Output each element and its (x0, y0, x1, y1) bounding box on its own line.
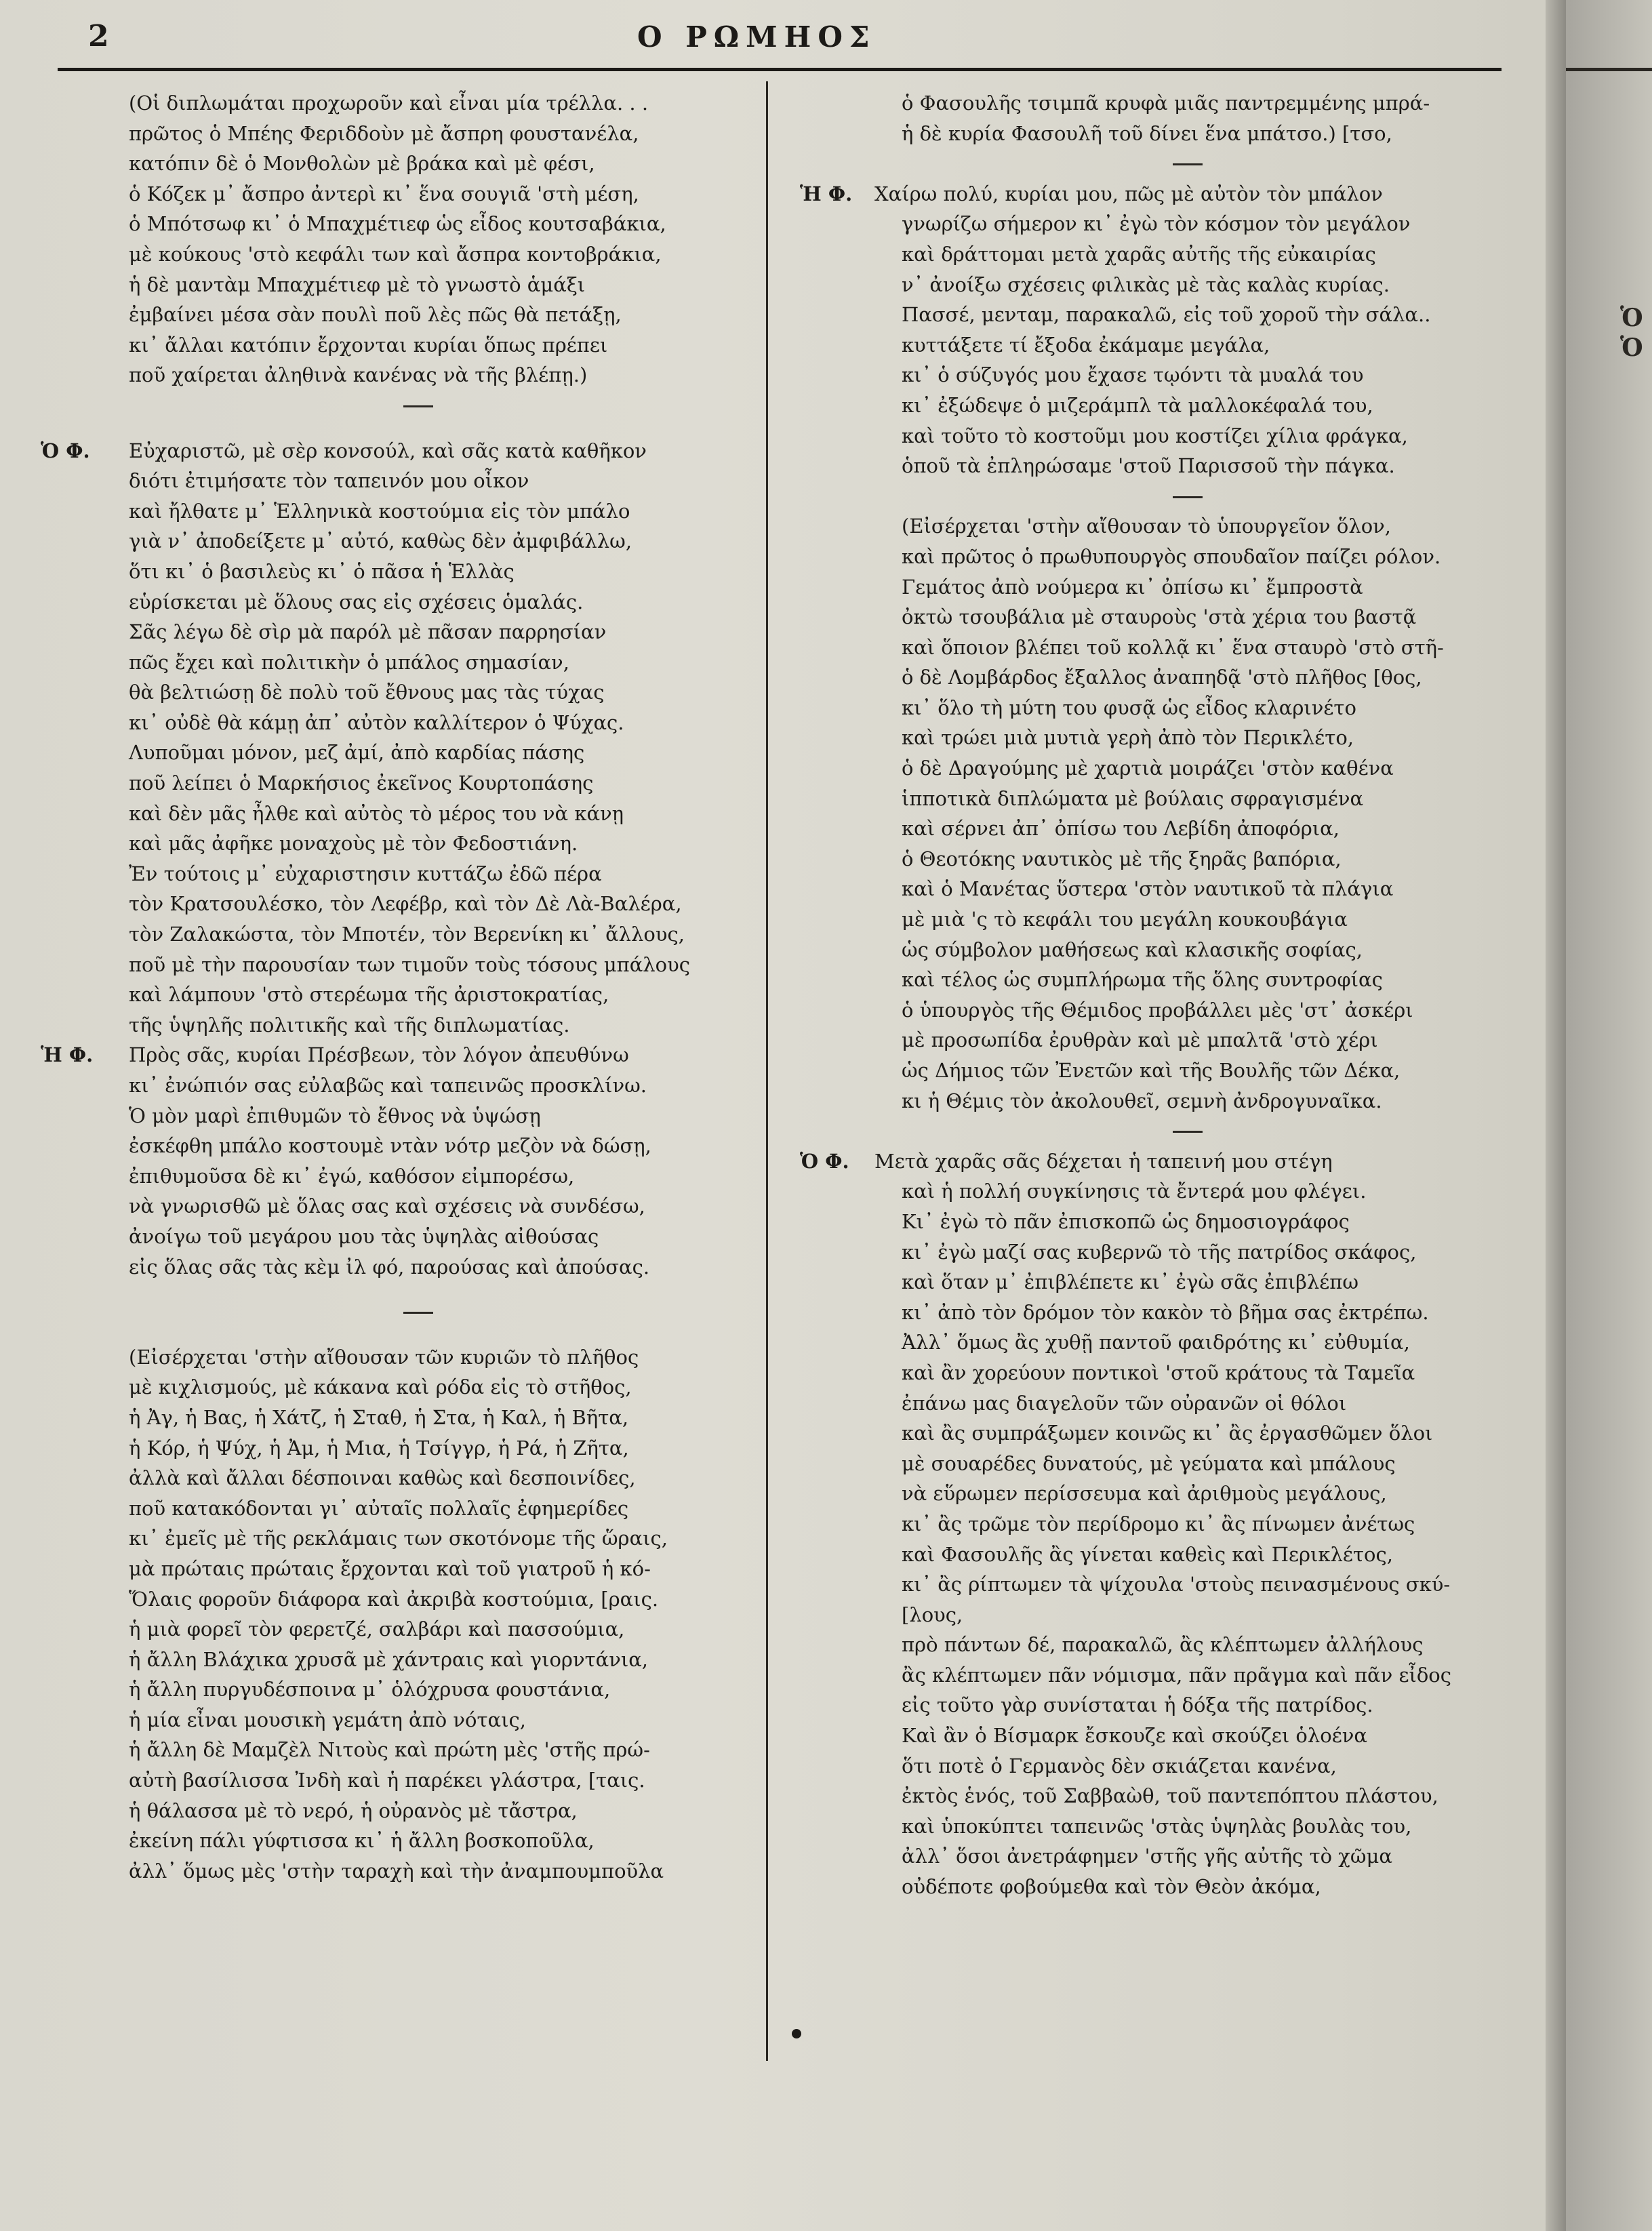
page-number: 2 (88, 19, 109, 54)
binding-gutter (1546, 0, 1566, 2231)
masthead-title: Ο ΡΩΜΗΟΣ (637, 20, 877, 54)
text-line: ἡ μία εἶναι μουσικὴ γεμάτη ἀπὸ νόταις, (129, 1708, 526, 1731)
text-line: καὶ πρῶτος ὁ πρωθυπουργὸς σπουδαῖον παίζει ρόλον. (902, 544, 1441, 568)
text-line: ἡ θάλασσα μὲ τὸ νερό, ἡ οὐρανὸς μὲ τἄστρα, (129, 1798, 578, 1822)
speech-line (800, 421, 1546, 451)
speech-text: τὸν Κρατσουλέσκο, τὸν Λεφέβρ, καὶ τὸν Δὲ Λὰ-Βαλέρα, (129, 892, 682, 916)
section-separator (800, 148, 1546, 179)
speech-line (41, 859, 766, 889)
speech-line (41, 980, 766, 1010)
speech-line (800, 1841, 1546, 1872)
text-line: ἡ ἄλλη Βλάχικα χρυσᾶ μὲ χάντραις καὶ γιορντάνια, (129, 1647, 649, 1671)
speech-line (41, 526, 766, 557)
speaker-label: Ὁ Φ. (41, 439, 90, 462)
text-line: Γεμάτος ἀπὸ νούμερα κι᾽ ὀπίσω κι᾽ ἔμπροστὰ (902, 575, 1363, 599)
speech-line (41, 1161, 766, 1192)
speech-text: Ἀλλ᾽ ὅμως ἂς χυθῇ παντοῦ φαιδρότης κι᾽ εὐθυμία, (902, 1331, 1410, 1354)
text-line: ἱπποτικὰ διπλώματα μὲ βούλαις σφραγισμένα (902, 786, 1364, 810)
text-line: μὲ κιχλισμούς, μὲ κάκανα καὶ ρόδα εἰς τὸ στῆθος, (129, 1375, 632, 1399)
speech-line (800, 1298, 1546, 1328)
speech-line (800, 1176, 1546, 1207)
speech-text: ἐπιθυμοῦσα δὲ κι᾽ ἐγώ, καθόσον εἰμπορέσω, (129, 1164, 575, 1188)
header-rule (58, 68, 1502, 71)
speech-text: νὰ εὕρωμεν περίσσευμα καὶ ἀριθμοὺς μεγάλους, (902, 1482, 1387, 1506)
speech-text: διότι ἐτιμήσατε τὸν ταπεινόν μου οἶκον (129, 469, 529, 493)
speech-line (800, 360, 1546, 390)
text-line: κατόπιν δὲ ὁ Μονθολὼν μὲ βράκα καὶ μὲ φέσι, (129, 152, 595, 176)
speech-text: Καὶ ἂν ὁ Βίσμαρκ ἔσκουζε καὶ σκούζει ὁλοένα (902, 1724, 1367, 1748)
speech-text: νὰ γνωρισθῶ μὲ ὅλας σας καὶ σχέσεις νὰ συνδέσω, (129, 1194, 645, 1218)
section-separator (41, 1297, 766, 1327)
ink-dot (792, 2029, 801, 2038)
speech-line (41, 1222, 766, 1252)
speech-line (800, 1146, 1546, 1177)
speech-text: καὶ ἡ πολλή συγκίνησις τὰ ἔντερά μου φλέγει. (902, 1180, 1367, 1203)
speech-line (800, 1449, 1546, 1479)
text-line: ὁ Μπότσωφ κι᾽ ὁ Μπαχμέτιεφ ὡς εἶδος κουτσαβάκια, (129, 212, 666, 236)
speech-text: εἰς ὅλας σᾶς τὰς κὲμ ἰλ φό, παρούσας καὶ ἀπούσας. (129, 1255, 650, 1279)
text-line: ἀλλὰ καὶ ἄλλαι δέσποιναι καθὼς καὶ δεσποινίδες, (129, 1466, 636, 1490)
speech-line (41, 799, 766, 829)
speech-text: μὲ σουαρέδες δυνατούς, μὲ γεύματα καὶ μπάλους (902, 1451, 1396, 1475)
text-line: ὡς σύμβολον μαθήσεως καὶ κλασικῆς σοφίας, (902, 938, 1363, 961)
speech-line (41, 889, 766, 919)
speech-text: κι᾽ ἐξώδεψε ὁ μιζεράμπλ τὰ μαλλοκέφαλά του, (902, 393, 1373, 417)
speech-text: ἐπάνω μας διαγελοῦν τῶν οὐρανῶν οἱ θόλοι (902, 1391, 1347, 1415)
speech-line (41, 557, 766, 587)
stage-direction-diplomats (41, 88, 766, 390)
speech-text: εὑρίσκεται μὲ ὅλους σας εἰς σχέσεις ὁμαλάς. (129, 590, 584, 614)
speech-line (800, 451, 1546, 481)
section-separator (800, 1116, 1546, 1146)
speech-line (800, 1327, 1546, 1358)
speech-line (800, 1690, 1546, 1721)
speech-line (800, 1600, 1546, 1630)
speech-line (800, 1540, 1546, 1570)
speech-text: καὶ ἤλθατε μ᾽ Ἑλληνικὰ κοστούμια εἰς τὸν μπάλο (129, 499, 630, 523)
text-line: καὶ ὁ Μανέτας ὕστερα 'στὸν ναυτικοῦ τὰ πλάγια (902, 877, 1394, 901)
speech-text: καὶ Φασουλῆς ἂς γίνεται καθεὶς καὶ Περικλέτος, (902, 1542, 1393, 1566)
text-line: ἡ ἄλλη πυργυδέσποινα μ᾽ ὁλόχρυσα φουστάνια, (129, 1678, 611, 1702)
speech-text: κι᾽ ἂς ρίπτωμεν τὰ ψίχουλα 'στοὺς πεινασμένους σκύ- (902, 1573, 1451, 1596)
speech-o-f-ministry (800, 1146, 1546, 1902)
speech-line (41, 647, 766, 678)
speech-line (800, 1418, 1546, 1449)
speech-line (800, 1872, 1546, 1902)
text-line: ἡ Κόρ, ἡ Ψύχ, ἡ Ἀμ, ἡ Μια, ἡ Τσίγγρ, ἡ Ρά, ἡ Ζῆτα, (129, 1436, 629, 1460)
speech-line (41, 828, 766, 859)
speech-text: Λυποῦμαι μόνον, μεζ ἀμί, ἀπὸ καρδίας πάσης (129, 741, 585, 765)
speech-text: πρὸ πάντων δέ, παρακαλῶ, ἂς κλέπτωμεν ἀλλήλους (902, 1633, 1424, 1657)
speech-line (800, 300, 1546, 330)
text-line: ὡς Δήμιος τῶν Ἐνετῶν καὶ τῆς Βουλῆς τῶν Δέκα, (902, 1059, 1401, 1082)
section-separator (41, 390, 766, 421)
text-line: ἐκείνη πάλι γύφτισσα κι᾽ ἡ ἄλλη βοσκοποῦλα, (129, 1829, 595, 1853)
text-line: ὁ Φασουλῆς τσιμπᾶ κρυφὰ μιᾶς παντρεμμένης μπρά- (902, 92, 1430, 115)
speech-line (41, 708, 766, 738)
speech-text: ἀνοίγω τοῦ μεγάρου μου τὰς ὑψηλὰς αἰθούσας (129, 1224, 599, 1248)
speech-text: Κι᾽ ἐγὼ τὸ πᾶν ἐπισκοπῶ ὡς δημοσιογράφος (902, 1209, 1350, 1233)
text-line: Ὅλαις φοροῦν διάφορα καὶ ἀκριβὰ κοστούμια, [ραις. (129, 1587, 659, 1611)
text-line: ὁ Θεοτόκης ναυτικὸς μὲ τῆς ξηρᾶς βαπόρια, (902, 847, 1342, 870)
speech-text: κι᾽ ἐγὼ μαζί σας κυβερνῶ τὸ τῆς πατρίδος σκάφος, (902, 1240, 1417, 1264)
speech-text: ὁποῦ τὰ ἐπληρώσαμε 'στοῦ Παρισσοῦ τὴν πάγκα. (902, 454, 1395, 478)
speech-text: κι᾽ ὁ σύζυγός μου ἔχασε τῳόντι τὰ μυαλά του (902, 363, 1364, 387)
speech-text: Χαίρω πολύ, κυρίαι μου, πῶς μὲ αὐτὸν τὸν μπάλον (874, 182, 1383, 205)
speech-text: κι᾽ ἐνώπιόν σας εὐλαβῶς καὶ ταπεινῶς προσκλίνω. (129, 1074, 647, 1097)
speech-line (800, 1660, 1546, 1691)
speech-line (800, 1237, 1546, 1268)
speech-text: καὶ ἂς συμπράξωμεν κοινῶς κι᾽ ἂς ἐργασθῶμεν ὅλοι (902, 1422, 1433, 1445)
text-line: πρῶτος ὁ Μπέης Φεριδδοὺν μὲ ἄσπρη φουστανέλα, (129, 121, 639, 145)
speech-text: ποῦ μὲ τὴν παρουσίαν των τιμοῦν τοὺς τόσους μπάλους (129, 952, 691, 976)
speech-line (41, 677, 766, 708)
text-line: ὁ Κόζεκ μ᾽ ἄσπρο ἀντερὶ κι᾽ ἕνα σουγιᾶ 'στὴ μέση, (129, 182, 639, 205)
speech-line (41, 1040, 766, 1070)
speech-text: καὶ ὅταν μ᾽ ἐπιβλέπετε κι᾽ ἐγὼ σᾶς ἐπιβλέπω (902, 1270, 1359, 1294)
speech-text: γνωρίζω σήμερον κι᾽ ἐγὼ τὸν κόσμον τὸν μεγάλον (902, 212, 1411, 236)
speech-text: Εὐχαριστῶ, μὲ σὲρ κονσούλ, καὶ σᾶς κατὰ καθῆκον (129, 439, 647, 462)
speech-text: κι᾽ ἂς τρῶμε τὸν περίδρομο κι᾽ ἂς πίνωμεν ἀνέτως (902, 1512, 1415, 1535)
text-line: καὶ ὅποιον βλέπει τοῦ κολλᾷ κι᾽ ἕνα σταυρὸ 'στὸ στῆ- (902, 635, 1444, 659)
speech-line (41, 1101, 766, 1131)
text-line: (Εἰσέρχεται 'στὴν αἴθουσαν τῶν κυριῶν τὸ πλῆθος (129, 1345, 639, 1369)
speech-line (800, 1267, 1546, 1298)
speech-text: καὶ ἂν χορεύουν ποντικοὶ 'στοῦ κράτους τὰ Ταμεῖα (902, 1361, 1415, 1384)
speech-text: τὸν Ζαλακώστα, τὸν Μποτέν, τὸν Βερενίκη κι᾽ ἄλλους, (129, 923, 685, 946)
speech-line (41, 496, 766, 527)
speech-line (800, 1388, 1546, 1419)
speech-text: κι᾽ οὐδὲ θὰ κάμῃ ἀπ᾽ αὐτὸν καλλίτερον ὁ Ψύχας. (129, 710, 624, 734)
speech-line (41, 738, 766, 768)
text-line: μὲ μιὰ 'ς τὸ κεφάλι του μεγάλη κουκουβάγια (902, 908, 1348, 931)
speech-text: κυττάξετε τί ἔξοδα ἐκάμαμε μεγάλα, (902, 333, 1270, 357)
speech-line (41, 617, 766, 647)
text-line: κι ἡ Θέμις τὸν ἀκολουθεῖ, σεμνὴ ἀνδρογυναῖκα. (902, 1089, 1382, 1112)
speech-text: οὐδέποτε φοβούμεθα καὶ τὸν Θεὸν ἀκόμα, (902, 1875, 1321, 1899)
speech-line (41, 1252, 766, 1283)
text-line: ἡ ἄλλη δὲ Μαμζὲλ Νιτοὺς καὶ πρώτη μὲς 'στῆς πρώ- (129, 1738, 650, 1762)
speech-text: κι᾽ ἀπὸ τὸν δρόμον τὸν κακὸν τὸ βῆμα σας ἐκτρέπω. (902, 1300, 1429, 1324)
speech-line (800, 209, 1546, 239)
text-line: ἀλλ᾽ ὅμως μὲς 'στὴν ταραχὴ καὶ τὴν ἀναμπουμποῦλα (129, 1859, 664, 1883)
speech-i-f-welcome (800, 179, 1546, 481)
speech-line (41, 1070, 766, 1101)
text-line: ὁ δὲ Δραγούμης μὲ χαρτιὰ μοιράζει 'στὸν καθένα (902, 757, 1394, 780)
speech-text: ἐσκέφθη μπάλο κοστουμὲ ντὰν νότρ μεζὸν νὰ δώσῃ, (129, 1134, 651, 1158)
adjacent-page-fragment: Ὁ (1620, 304, 1643, 332)
speech-line (41, 1131, 766, 1161)
speech-text: [λους, (902, 1603, 963, 1626)
speaker-label: Ὁ Φ. (800, 1149, 849, 1173)
text-line: ὁ ὑπουργὸς τῆς Θέμιδος προβάλλει μὲς 'στ᾽ ἀσκέρι (902, 998, 1413, 1022)
text-line: καὶ τέλος ὡς συμπλήρωμα τῆς ὅλης συντροφίας (902, 968, 1383, 992)
speech-line (800, 1751, 1546, 1782)
speech-text: ποῦ λείπει ὁ Μαρκήσιος ἐκεῖνος Κουρτοπάσης (129, 771, 594, 795)
text-line: κι᾽ ὅλο τὴ μύτη του φυσᾷ ὡς εἶδος κλαρινέτο (902, 696, 1356, 719)
text-line: ποῦ κατακόδονται γι᾽ αὐταῖς πολλαῖς ἐφημερίδες (129, 1496, 629, 1520)
speaker-label: Ἡ Φ. (41, 1043, 94, 1067)
speech-text: εἰς τοῦτο γὰρ συνίσταται ἡ δόξα τῆς πατρίδος. (902, 1693, 1373, 1717)
speech-text: ὅτι κι᾽ ὁ βασιλεὺς κι᾽ ὁ πᾶσα ἡ Ἑλλὰς (129, 559, 515, 583)
speech-text: Πρὸς σᾶς, κυρίαι Πρέσβεων, τὸν λόγον ἀπευθύνω (129, 1043, 629, 1067)
speech-text: Πασσέ, μενταμ, παρακαλῶ, εἰς τοῦ χοροῦ τὴν σάλα.. (902, 303, 1431, 327)
speech-line (800, 1630, 1546, 1660)
column-divider (766, 81, 768, 2061)
text-line: αὐτὴ βασίλισσα Ἰνδὴ καὶ ἡ παρέκει γλάστρα, [ταις. (129, 1769, 645, 1792)
text-line: ὁ δὲ Λομβάρδος ἔξαλλος ἀναπηδᾷ 'στὸ πλῆθος [θος, (902, 666, 1422, 689)
speech-text: καὶ δὲν μᾶς ἦλθε καὶ αὐτὸς τὸ μέρος του νὰ κάνῃ (129, 801, 624, 825)
speech-text: Μετὰ χαρᾶς σᾶς δέχεται ἡ ταπεινή μου στέγη (874, 1149, 1333, 1173)
left-column (41, 88, 766, 1886)
speech-i-f (41, 1040, 766, 1282)
adjacent-page-edge (1566, 0, 1652, 2231)
text-line: (Οἱ διπλωμάται προχωροῦν καὶ εἶναι μία τρέλλα. . . (129, 92, 649, 115)
section-separator (800, 481, 1546, 512)
speech-text: καὶ λάμπουν 'στὸ στερέωμα τῆς ἀριστοκρατίας, (129, 983, 609, 1007)
text-line: ἡ μιὰ φορεῖ τὸν φερετζέ, σαλβάρι καὶ πασσούμια, (129, 1617, 625, 1641)
speech-text: καὶ τοῦτο τὸ κοστοῦμι μου κοστίζει χίλια φράγκα, (902, 424, 1408, 447)
speech-line (800, 1781, 1546, 1811)
speech-text: τῆς ὑψηλῆς πολιτικῆς καὶ τῆς διπλωματίας. (129, 1013, 570, 1037)
text-line: ποῦ χαίρεται ἀληθινὰ κανένας νὰ τῆς βλέπῃ.) (129, 363, 588, 387)
speech-line (800, 330, 1546, 361)
speech-o-f (41, 436, 766, 1041)
speech-line (41, 1191, 766, 1222)
text-line: (Εἰσέρχεται 'στὴν αἴθουσαν τὸ ὑπουργεῖον ὅλον, (902, 515, 1392, 538)
text-line: ὀκτὼ τσουβάλια μὲ σταυροὺς 'στὰ χέρια του βαστᾷ (902, 605, 1417, 629)
speech-text: Σᾶς λέγω δὲ σὶρ μὰ παρόλ μὲ πᾶσαν παρρησίαν (129, 620, 607, 644)
adjacent-page-fragment: Ὁ (1620, 334, 1643, 362)
speaker-label: Ἡ Φ. (800, 182, 853, 205)
speech-text: καὶ ὑποκύπτει ταπεινῶς 'στὰς ὑψηλὰς βουλὰς του, (902, 1814, 1412, 1838)
speech-line (41, 919, 766, 950)
speech-text: Ἐν τούτοις μ᾽ εὐχαριστησιν κυττάζω ἐδῶ πέρα (129, 862, 602, 885)
text-line: ἡ δὲ κυρία Φασουλῆ τοῦ δίνει ἕνα μπάτσο.) [τσο, (902, 121, 1392, 145)
speech-line (800, 1509, 1546, 1540)
stage-direction-ministry (800, 511, 1546, 1116)
speech-text: καὶ δράττομαι μετὰ χαρᾶς αὐτῆς τῆς εὐκαιρίας (902, 242, 1376, 266)
text-line: καὶ τρώει μιὰ μυτιὰ γερὴ ἀπὸ τὸν Περικλέτο, (902, 726, 1354, 750)
text-line: μὲ κούκους 'στὸ κεφάλι των καὶ ἄσπρα κοντοβράκια, (129, 242, 662, 266)
speech-text: ὅτι ποτὲ ὁ Γερμανὸς δὲν σκιάζεται κανένα, (902, 1754, 1337, 1777)
speech-text: γιὰ ν᾽ ἀποδείξετε μ᾽ αὐτό, καθὼς δὲν ἀμφιβάλλω, (129, 529, 632, 553)
speech-text: Ὁ μὸν μαρὶ ἐπιθυμῶν τὸ ἔθνος νὰ ὑψώσῃ (129, 1104, 541, 1127)
speech-line (800, 239, 1546, 270)
text-line: κι᾽ ἐμεῖς μὲ τῆς ρεκλάμαις των σκοτόνομε τῆς ὥραις, (129, 1527, 668, 1550)
speech-line (800, 1207, 1546, 1237)
text-line: ἡ Ἀγ, ἡ Βας, ἡ Χάτζ, ἡ Σταθ, ἡ Στα, ἡ Καλ, ἡ Βῆτα, (129, 1405, 629, 1429)
speech-line (800, 1721, 1546, 1751)
speech-text: ἀλλ᾽ ὅσοι ἀνετράφημεν 'στῆς γῆς αὐτῆς τὸ χῶμα (902, 1845, 1392, 1868)
speech-line (800, 1569, 1546, 1600)
speech-line (41, 950, 766, 980)
speech-line (800, 179, 1546, 209)
text-line: μὲ προσωπίδα ἐρυθρὰν καὶ μὲ μπαλτᾶ 'στὸ χέρι (902, 1028, 1378, 1052)
speech-line (800, 1811, 1546, 1842)
stage-direction-continued (800, 88, 1546, 148)
speech-text: θὰ βελτιώσῃ δὲ πολὺ τοῦ ἔθνους μας τὰς τύχας (129, 681, 605, 704)
speech-line (800, 1479, 1546, 1509)
speech-line (41, 587, 766, 618)
speech-line (800, 390, 1546, 421)
text-line: ἡ δὲ μαντὰμ Μπαχμέτιεφ μὲ τὸ γνωστὸ ἁμάξι (129, 273, 586, 296)
adjacent-page-rule (1566, 68, 1652, 71)
speech-line (41, 768, 766, 799)
stage-direction-ladies (41, 1342, 766, 1887)
speech-line (41, 466, 766, 496)
text-line: καὶ σέρνει ἀπ᾽ ὀπίσω του Λεβίδη ἀποφόρια, (902, 817, 1339, 841)
speech-text: ἐκτὸς ἑνός, τοῦ Σαββαὼθ, τοῦ παντεπόπτου πλάστου, (902, 1784, 1438, 1808)
speech-line (800, 270, 1546, 300)
right-column (800, 88, 1546, 1902)
speech-text: ἂς κλέπτωμεν πᾶν νόμισμα, πᾶν πρᾶγμα καὶ πᾶν εἶδος (902, 1663, 1452, 1687)
text-line: μὰ πρώταις πρώταις ἔρχονται καὶ τοῦ γιατροῦ ἡ κό- (129, 1556, 651, 1580)
speech-line (41, 436, 766, 466)
speech-text: καὶ μᾶς ἀφῆκε μοναχοὺς μὲ τὸν Φεδοστιάνη. (129, 832, 578, 856)
speech-line (800, 1358, 1546, 1388)
speech-text: πῶς ἔχει καὶ πολιτικὴν ὁ μπάλος σημασίαν, (129, 650, 569, 674)
text-line: ἐμβαίνει μέσα σὰν πουλὶ ποῦ λὲς πῶς θὰ πετάξῃ, (129, 303, 622, 327)
text-line: κι᾽ ἄλλαι κατόπιν ἔρχονται κυρίαι ὅπως πρέπει (129, 333, 608, 357)
speech-line (41, 1010, 766, 1041)
speech-text: ν᾽ ἀνοίξω σχέσεις φιλικὰς μὲ τὰς καλὰς κυρίας. (902, 273, 1390, 296)
